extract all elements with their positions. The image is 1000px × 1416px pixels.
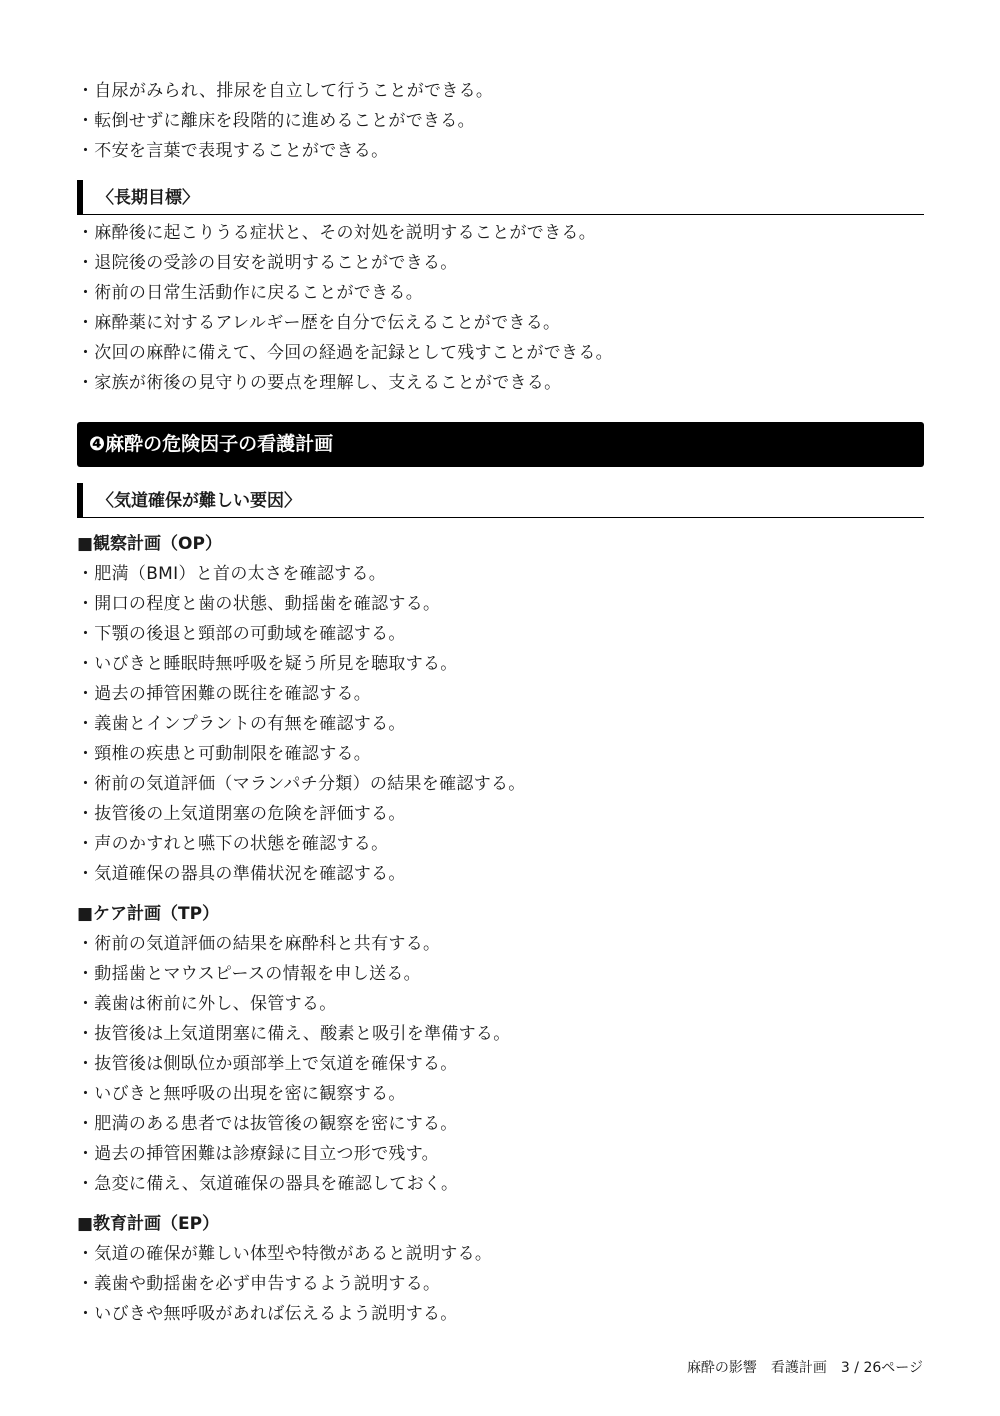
section-title-bar: ❹麻酔の危険因子の看護計画 [77,422,924,467]
list-item: ・動揺歯とマウスピースの情報を申し送る。 [77,964,421,984]
list-item: ・抜管後は側臥位か頭部挙上で気道を確保する。 [77,1054,458,1074]
long-term-goal-heading: 〈長期目標〉 [77,180,924,215]
list-item: ・いびきと無呼吸の出現を密に観察する。 [77,1084,406,1104]
list-item: ・気道の確保が難しい体型や特徴があると説明する。 [77,1244,493,1264]
list-item: ・抜管後の上気道閉塞の危険を評価する。 [77,804,406,824]
list-item: ・転倒せずに離床を段階的に進めることができる。 [77,111,475,131]
list-item: ・術前の日常生活動作に戻ることができる。 [77,283,423,303]
observation-plan-label: ■観察計画（OP） [77,534,222,554]
list-item: ・義歯とインプラントの有無を確認する。 [77,714,406,734]
list-item: ・自尿がみられ、排尿を自立して行うことができる。 [77,81,494,101]
list-item: ・不安を言葉で表現することができる。 [77,141,389,161]
list-item: ・声のかすれと嚥下の状態を確認する。 [77,834,389,854]
list-item: ・下顎の後退と頸部の可動域を確認する。 [77,624,406,644]
short-term-goal-list [77,76,924,166]
list-item: ・肥満のある患者では抜管後の観察を密にする。 [77,1114,458,1134]
page-content [77,76,924,1329]
care-plan-list [77,929,924,1199]
page-footer: 麻酔の影響 看護計画 3 / 26ページ [686,1360,923,1376]
list-item: ・術前の気道評価の結果を麻酔科と共有する。 [77,934,441,954]
list-item: ・急変に備え、気道確保の器具を確認しておく。 [77,1174,459,1194]
long-term-goal-list [77,218,924,398]
list-item: ・義歯や動揺歯を必ず申告するよう説明する。 [77,1274,441,1294]
list-item: ・家族が術後の見守りの要点を理解し、支えることができる。 [77,373,562,393]
list-item: ・退院後の受診の目安を説明することができる。 [77,253,458,273]
list-item: ・頸椎の疾患と可動制限を確認する。 [77,744,372,764]
list-item: ・次回の麻酔に備えて、今回の経過を記録として残すことができる。 [77,343,613,363]
list-item: ・術前の気道評価（マランパチ分類）の結果を確認する。 [77,774,526,794]
list-item: ・開口の程度と歯の状態、動揺歯を確認する。 [77,594,441,614]
list-item: ・抜管後は上気道閉塞に備え、酸素と吸引を準備する。 [77,1024,511,1044]
care-plan-label: ■ケア計画（TP） [77,904,220,924]
list-item: ・義歯は術前に外し、保管する。 [77,994,337,1014]
list-item: ・気道確保の器具の準備状況を確認する。 [77,864,406,884]
observation-plan-list [77,559,924,889]
education-plan-list [77,1239,924,1329]
education-plan-label: ■教育計画（EP） [77,1214,220,1234]
list-item: ・過去の挿管困難は診療録に目立つ形で残す。 [77,1144,439,1164]
list-item: ・麻酔薬に対するアレルギー歴を自分で伝えることができる。 [77,313,561,333]
list-item: ・いびきや無呼吸があれば伝えるよう説明する。 [77,1304,458,1324]
list-item: ・肥満（BMI）と首の太さを確認する。 [77,564,387,584]
airway-factor-heading: 〈気道確保が難しい要因〉 [77,483,924,518]
list-item: ・麻酔後に起こりうる症状と、その対処を説明することができる。 [77,223,596,243]
list-item: ・いびきと睡眠時無呼吸を疑う所見を聴取する。 [77,654,458,674]
list-item: ・過去の挿管困難の既往を確認する。 [77,684,372,704]
